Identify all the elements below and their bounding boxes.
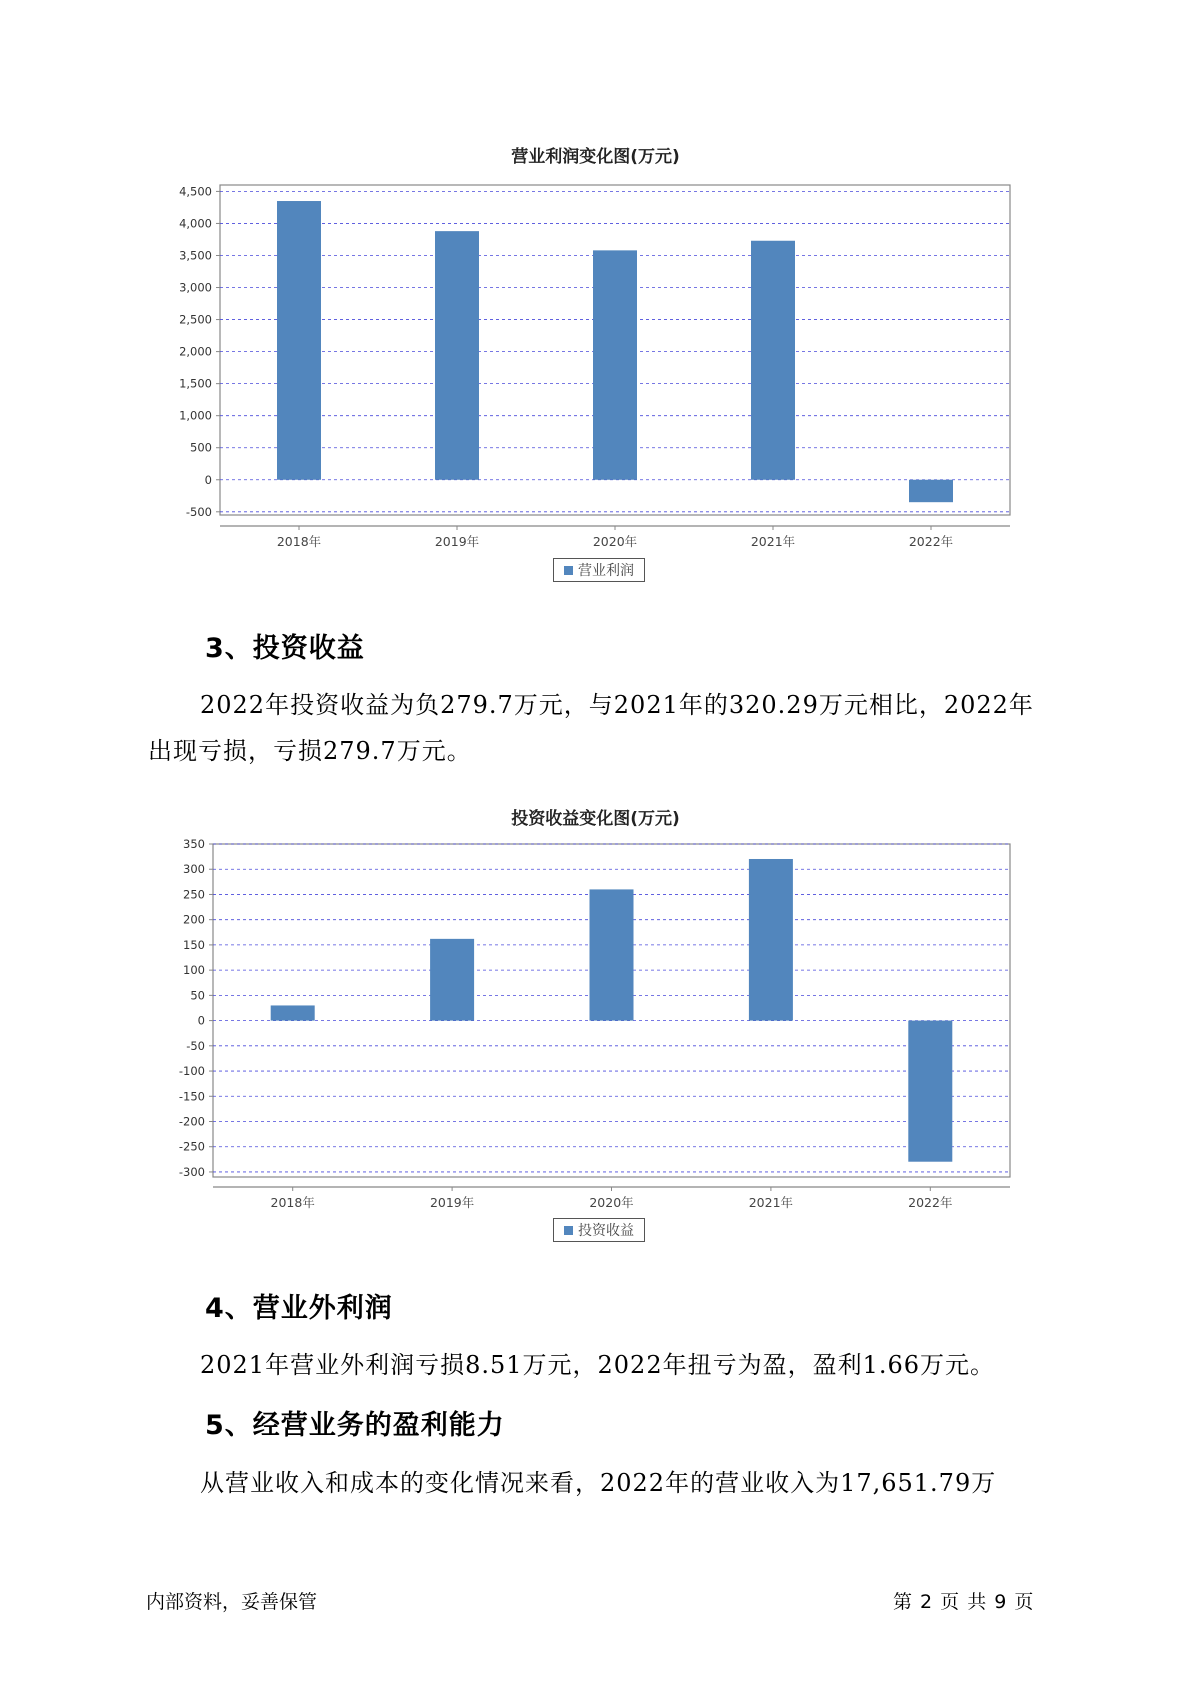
bar-2020年: [593, 250, 637, 479]
y-tick-label: 3,500: [179, 248, 212, 263]
section-4-heading: 4、营业外利润: [205, 1293, 393, 1324]
bar-2019年: [435, 231, 479, 480]
bar-2021年: [751, 241, 795, 480]
x-tick-label: 2019年: [429, 1195, 475, 1210]
chart2-legend: [553, 1218, 645, 1242]
legend-swatch: [564, 566, 573, 575]
section-3-line-1: 2022年投资收益为负279.7万元，与2021年的320.29万元相比，2022年: [200, 691, 1034, 719]
chart2-legend-label: 投资收益: [578, 1223, 634, 1239]
chart1-title: 营业利润变化图(万元): [511, 147, 680, 167]
y-tick-label: -50: [186, 1038, 205, 1053]
x-tick-label: 2018年: [270, 1195, 315, 1210]
x-tick-label: 2021年: [750, 534, 796, 549]
x-tick-label: 2019年: [434, 534, 480, 549]
x-tick-label: 2020年: [592, 534, 638, 549]
y-tick-label: -100: [178, 1064, 205, 1079]
y-tick-label: 300: [183, 862, 205, 877]
y-tick-label: 350: [183, 837, 205, 851]
bar-2018年: [271, 1005, 315, 1020]
y-tick-label: 1,000: [179, 408, 212, 423]
y-tick-label: 4,000: [179, 216, 212, 231]
section-3-line-2: 出现亏损，亏损279.7万元。: [148, 737, 472, 765]
y-tick-label: 0: [204, 472, 212, 487]
footer-confidential: 内部资料，妥善保管: [146, 1591, 318, 1613]
y-tick-label: 50: [190, 988, 205, 1003]
y-tick-label: 2,000: [179, 344, 212, 359]
y-tick-label: 200: [183, 912, 205, 927]
y-tick-label: -200: [178, 1114, 205, 1129]
chart1-legend-label: 营业利润: [578, 563, 634, 579]
y-tick-label: 250: [183, 887, 205, 902]
bar-2021年: [749, 859, 793, 1021]
x-tick-label: 2020年: [589, 1195, 634, 1210]
y-tick-label: 4,500: [179, 184, 212, 199]
legend-swatch: [564, 1226, 573, 1235]
footer-page-number: 第 2 页 共 9 页: [893, 1591, 1035, 1613]
section-5-line-1: 从营业收入和成本的变化情况来看，2022年的营业收入为17,651.79万: [200, 1469, 997, 1497]
x-tick-label: 2018年: [276, 534, 322, 549]
x-tick-label: 2022年: [908, 534, 954, 549]
bar-2018年: [277, 201, 321, 480]
chart1-legend: [553, 558, 645, 582]
y-tick-label: 1,500: [179, 376, 212, 391]
y-tick-label: 0: [197, 1013, 205, 1028]
section-5-heading: 5、经营业务的盈利能力: [205, 1410, 505, 1441]
x-tick-label: 2021年: [748, 1195, 794, 1210]
y-tick-label: 100: [183, 963, 205, 978]
bar-2019年: [430, 939, 474, 1021]
y-tick-label: -500: [185, 504, 212, 519]
chart2-title: 投资收益变化图(万元): [511, 809, 680, 829]
section-4-line-1: 2021年营业外利润亏损8.51万元，2022年扭亏为盈，盈利1.66万元。: [200, 1351, 996, 1379]
y-tick-label: 500: [190, 440, 212, 455]
bar-2022年: [908, 1021, 952, 1162]
y-tick-label: -300: [178, 1164, 205, 1179]
y-tick-label: 150: [183, 937, 205, 952]
y-tick-label: -250: [178, 1139, 205, 1154]
y-tick-label: 3,000: [179, 280, 212, 295]
section-5-paragraph: [148, 1460, 1068, 1506]
y-tick-label: -150: [178, 1089, 205, 1104]
bar-2022年: [909, 480, 953, 502]
x-tick-label: 2022年: [908, 1195, 953, 1210]
investment-income-chart: [0, 832, 1191, 1210]
section-3-paragraph: [148, 682, 1068, 774]
section-4-paragraph: [148, 1342, 1068, 1388]
y-tick-label: 2,500: [179, 312, 212, 327]
operating-profit-chart: [0, 170, 1191, 549]
bar-2020年: [590, 889, 634, 1020]
section-3-heading: 3、投资收益: [205, 633, 365, 664]
